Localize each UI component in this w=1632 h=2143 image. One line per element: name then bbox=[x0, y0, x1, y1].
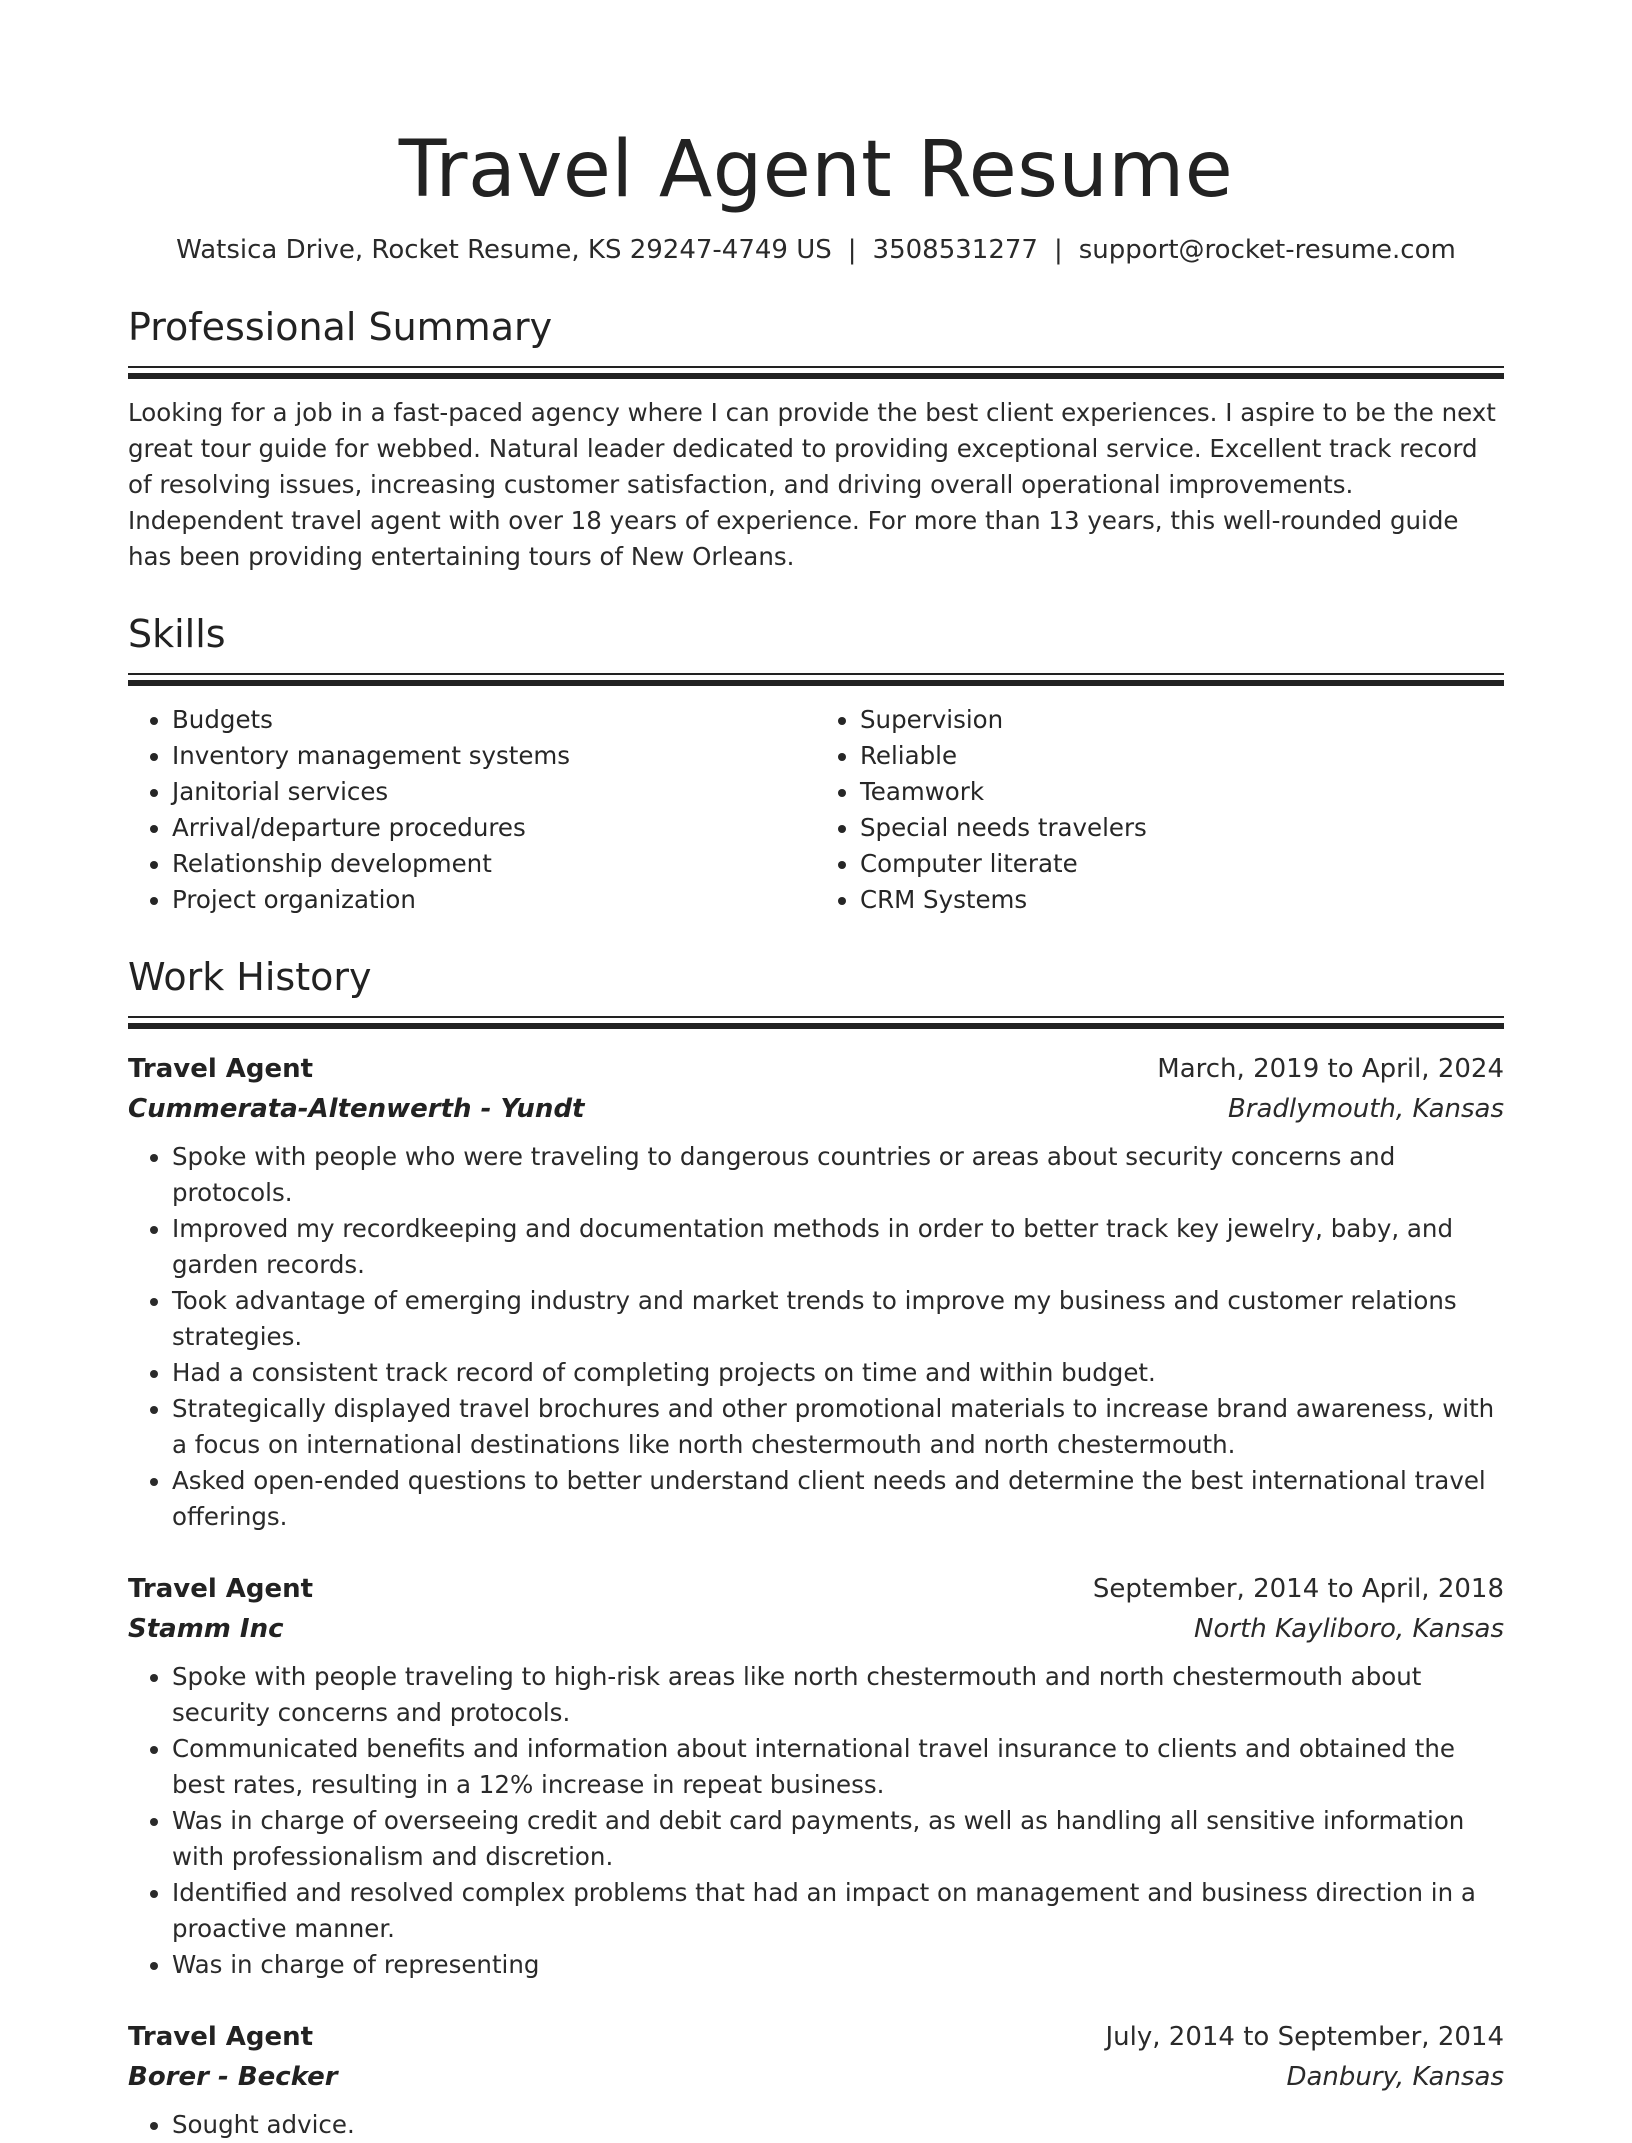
job-bullet: • Had a consistent track record of completing projects on time and within budget. bbox=[172, 1355, 1504, 1391]
job-bullet: • Spoke with people traveling to high-risk areas like north chestermouth and north chestermouth about security concerns and protocols. bbox=[172, 1659, 1504, 1731]
job-bullet: • Was in charge of representing bbox=[172, 1947, 1504, 1983]
skill-item: • Janitorial services bbox=[172, 774, 816, 810]
section-divider bbox=[128, 373, 1504, 379]
section-divider bbox=[128, 1016, 1504, 1018]
job-subheader bbox=[128, 1609, 1504, 1649]
skills-section bbox=[128, 609, 1504, 918]
skill-item: • Budgets bbox=[172, 702, 816, 738]
job-entry bbox=[128, 2017, 1504, 2143]
section-heading: Skills bbox=[128, 612, 226, 656]
skills-list-left bbox=[128, 702, 816, 918]
summary-text: Looking for a job in a fast-paced agency where I can provide the best client experiences. I aspire to be the next great tour guide for webbed. Natural leader dedicated to providing exceptional service. Excellent track record of resolving issues, increasing customer satisfaction, and driving overall operational improvements. Independent travel agent with over 18 years of experience. For more than 13 years, this well-rounded guide has been providing entertaining tours of New Orleans. bbox=[128, 398, 1496, 571]
job-title: Travel Agent bbox=[128, 1574, 314, 1604]
contact-address: Watsica Drive, Rocket Resume, KS 29247-4749 US bbox=[176, 235, 832, 265]
job-header bbox=[128, 1049, 1504, 1089]
job-bullet: • Spoke with people who were traveling to dangerous countries or areas about security concerns and protocols. bbox=[172, 1139, 1504, 1211]
contact-email: support@rocket-resume.com bbox=[1078, 235, 1456, 265]
job-bullets bbox=[128, 1139, 1504, 1535]
skill-item: • Computer literate bbox=[860, 846, 1504, 882]
section-divider bbox=[128, 1023, 1504, 1029]
contact-phone: 3508531277 bbox=[872, 235, 1038, 265]
contact-separator: | bbox=[1053, 235, 1063, 265]
section-heading: Professional Summary bbox=[128, 305, 553, 349]
contact-separator: | bbox=[847, 235, 857, 265]
job-bullet: • Communicated benefits and information about international travel insurance to clients and obtained the best rates, resulting in a 12% increase in repeat business. bbox=[172, 1731, 1504, 1803]
skills-list-right bbox=[816, 702, 1504, 918]
skill-item: • Supervision bbox=[860, 702, 1504, 738]
section-heading: Work History bbox=[128, 955, 372, 999]
skill-item: • Special needs travelers bbox=[860, 810, 1504, 846]
work-history-section bbox=[128, 952, 1504, 2143]
job-header bbox=[128, 2017, 1504, 2057]
skill-item: • Teamwork bbox=[860, 774, 1504, 810]
job-bullet: • Identified and resolved complex problems that had an impact on management and business direction in a proactive manner. bbox=[172, 1875, 1504, 1947]
skill-item: • Reliable bbox=[860, 738, 1504, 774]
job-location: North Kayliboro, Kansas bbox=[1194, 1614, 1504, 1644]
job-bullets bbox=[128, 1659, 1504, 1983]
job-bullet: • Asked open-ended questions to better understand client needs and determine the best international travel offerings. bbox=[172, 1463, 1504, 1535]
job-header bbox=[128, 1569, 1504, 1609]
skills-columns bbox=[128, 702, 1504, 918]
skill-item: • Inventory management systems bbox=[172, 738, 816, 774]
job-subheader bbox=[128, 2057, 1504, 2097]
section-divider bbox=[128, 680, 1504, 686]
job-title: Travel Agent bbox=[128, 1054, 314, 1084]
job-location: Bradlymouth, Kansas bbox=[1227, 1094, 1504, 1124]
job-dates: March, 2019 to April, 2024 bbox=[1157, 1054, 1504, 1084]
job-subheader bbox=[128, 1089, 1504, 1129]
skill-item: • Arrival/departure procedures bbox=[172, 810, 816, 846]
resume-title: Travel Agent Resume bbox=[398, 125, 1234, 215]
skill-item: • Project organization bbox=[172, 882, 816, 918]
job-entry bbox=[128, 1569, 1504, 1983]
job-title: Travel Agent bbox=[128, 2022, 314, 2052]
job-bullet: • Took advantage of emerging industry and market trends to improve my business and customer relations strategies. bbox=[172, 1283, 1504, 1355]
section-divider bbox=[128, 673, 1504, 675]
job-location: Danbury, Kansas bbox=[1286, 2062, 1504, 2092]
job-bullet: • Was in charge of overseeing credit and debit card payments, as well as handling all sensitive information with professionalism and discretion. bbox=[172, 1803, 1504, 1875]
skill-item: • CRM Systems bbox=[860, 882, 1504, 918]
job-company: Cummerata-Altenwerth - Yundt bbox=[128, 1094, 585, 1124]
job-bullet: • Sought advice. bbox=[172, 2107, 1504, 2143]
job-bullet: • Improved my recordkeeping and documentation methods in order to better track key jewelry, baby, and garden records. bbox=[172, 1211, 1504, 1283]
job-bullet: • Strategically displayed travel brochures and other promotional materials to increase brand awareness, with a focus on international destinations like north chestermouth and north chestermouth. bbox=[172, 1391, 1504, 1463]
job-dates: September, 2014 to April, 2018 bbox=[1092, 1574, 1504, 1604]
job-bullets bbox=[128, 2107, 1504, 2143]
contact-line bbox=[128, 232, 1504, 268]
section-divider bbox=[128, 366, 1504, 368]
job-entry bbox=[128, 1049, 1504, 1535]
job-company: Stamm Inc bbox=[128, 1614, 284, 1644]
job-dates: July, 2014 to September, 2014 bbox=[1105, 2022, 1504, 2052]
professional-summary-section bbox=[128, 302, 1504, 575]
skill-item: • Relationship development bbox=[172, 846, 816, 882]
job-company: Borer - Becker bbox=[128, 2062, 338, 2092]
